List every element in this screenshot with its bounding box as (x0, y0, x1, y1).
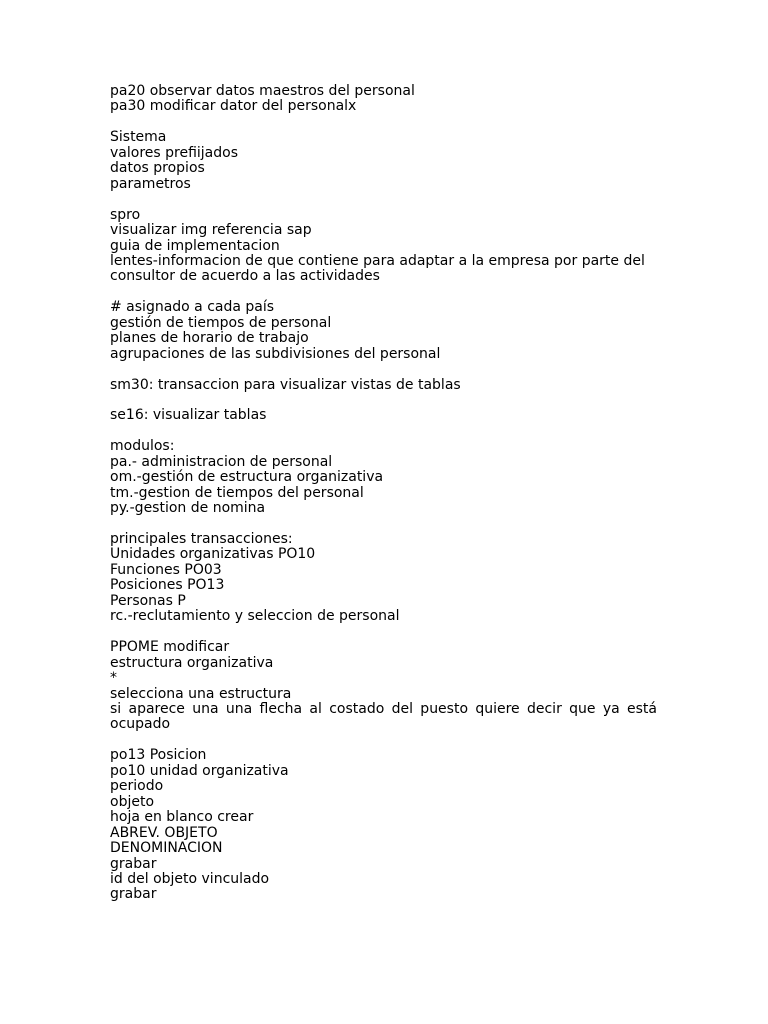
text-line: pa.- administracion de personal (110, 453, 333, 470)
text-line: periodo (110, 778, 164, 795)
text-line: consultor de acuerdo a las actividades (110, 268, 380, 285)
text-line: Funciones PO03 (110, 561, 222, 578)
text-line: py.-gestion de nomina (110, 500, 266, 517)
text-line: valores prefiijados (110, 144, 238, 161)
paragraph-sistema (110, 130, 657, 192)
text-line: estructura organizativa (110, 654, 274, 671)
paragraph-spro (110, 208, 657, 285)
text-line: tm.-gestion de tiempos del personal (110, 484, 364, 501)
text-line: * (110, 670, 117, 687)
text-line: sm30: transaccion para visualizar vistas de tablas (110, 376, 461, 393)
text-line: planes de horario de trabajo (110, 330, 309, 347)
text-line: datos propios (110, 160, 205, 177)
text-line: PPOME modificar (110, 639, 230, 656)
text-line: Personas P (110, 592, 186, 609)
text-line: Unidades organizativas PO10 (110, 546, 316, 563)
paragraph-pais (110, 300, 657, 362)
text-line: grabar (110, 855, 157, 872)
text-line: parametros (110, 175, 191, 192)
text-line: po10 unidad organizativa (110, 762, 289, 779)
paragraph-sm30 (110, 378, 657, 393)
text-line: principales transacciones: (110, 531, 293, 548)
text-line: Posiciones PO13 (110, 577, 225, 594)
text-line: lentes-informacion de que contiene para adaptar a la empresa por parte del (110, 252, 645, 269)
document-body (110, 84, 657, 903)
text-line: po13 Posicion (110, 747, 207, 764)
paragraph-transactions-pa (110, 84, 657, 115)
text-line: objeto (110, 793, 155, 810)
paragraph-modulos (110, 439, 657, 516)
text-line: agrupaciones de las subdivisiones del personal (110, 345, 441, 362)
text-line: DENOMINACION (110, 840, 223, 857)
text-line: ocupado (110, 716, 171, 733)
text-line: pa20 observar datos maestros del personal (110, 83, 415, 99)
text-line: selecciona una estructura (110, 685, 292, 702)
text-line: si aparece una una flecha al costado del puesto quiere decir que ya está (110, 701, 657, 717)
text-line: spro (110, 206, 141, 223)
text-line: # asignado a cada país (110, 299, 275, 316)
text-line: modulos: (110, 438, 175, 455)
text-line: se16: visualizar tablas (110, 407, 267, 424)
paragraph-ppome (110, 640, 657, 733)
text-line: visualizar img referencia sap (110, 222, 312, 239)
text-line: ABREV. OBJETO (110, 824, 218, 841)
text-line: rc.-reclutamiento y seleccion de personal (110, 608, 400, 625)
text-line: Sistema (110, 129, 167, 146)
text-line: guia de implementacion (110, 237, 280, 254)
text-line: om.-gestión de estructura organizativa (110, 469, 384, 486)
text-line: grabar (110, 886, 157, 903)
text-line: gestión de tiempos de personal (110, 314, 332, 331)
paragraph-se16 (110, 408, 657, 423)
paragraph-po13 (110, 748, 657, 903)
text-line: id del objeto vinculado (110, 870, 270, 887)
text-line: pa30 modificar dator del personalx (110, 98, 357, 115)
text-line: hoja en blanco crear (110, 809, 254, 826)
paragraph-principales-transacciones (110, 532, 657, 625)
